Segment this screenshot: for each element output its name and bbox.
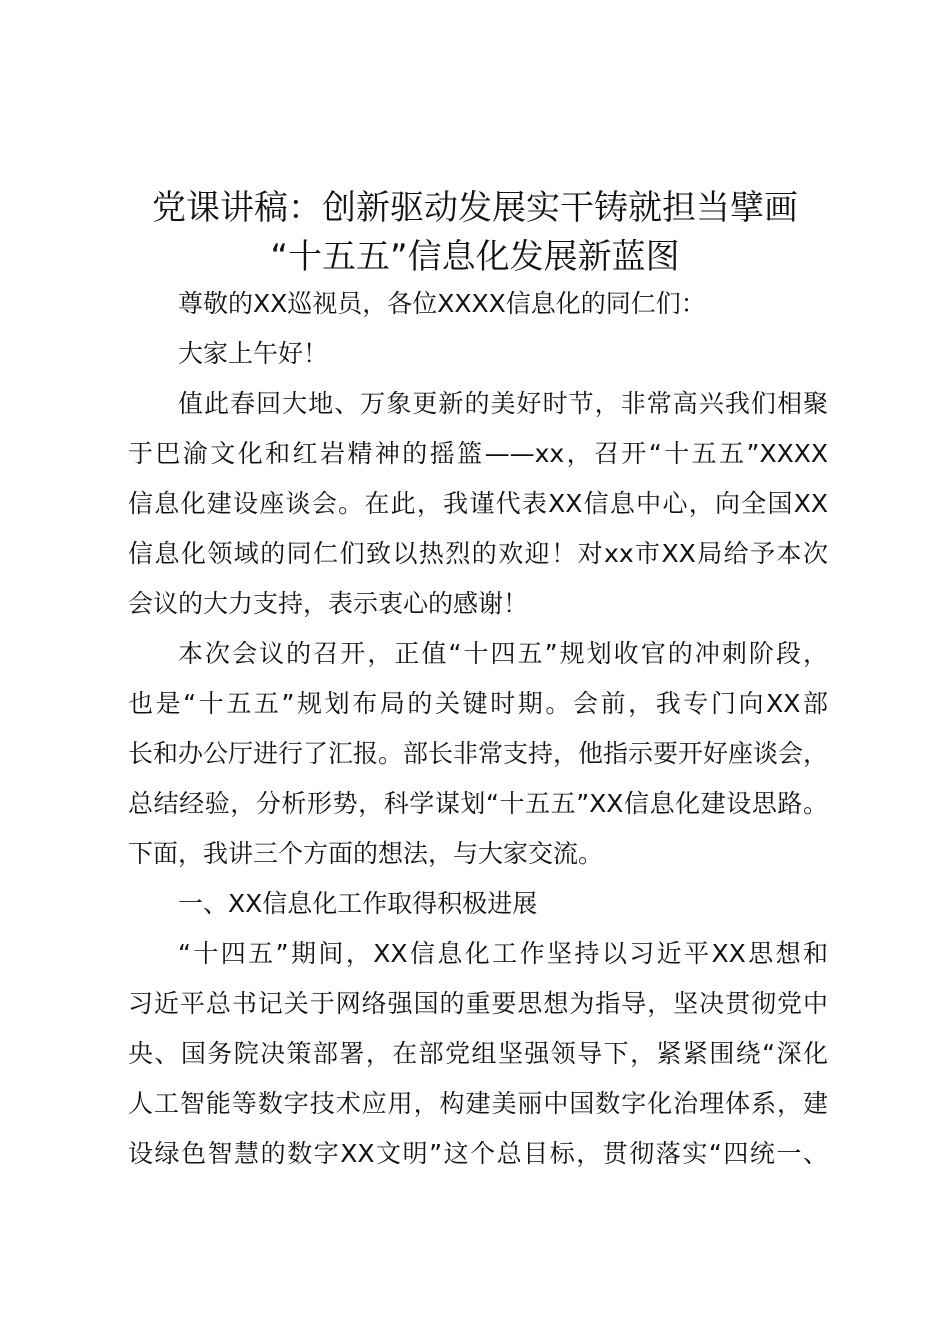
- paragraph-line: 总结经验，分析形势，科学谋划“十五五”XX信息化建设思路。: [128, 789, 828, 818]
- paragraph-line: 会议的大力支持，表示衷心的感谢！: [128, 589, 529, 618]
- paragraph-line: 信息化建设座谈会。在此，我谨代表XX信息中心，向全国XX: [128, 489, 828, 518]
- paragraph-line: 习近平总书记关于网络强国的重要思想为指导，坚决贯彻党中: [128, 989, 828, 1018]
- paragraph-line: 也是“十五五”规划布局的关键时期。会前，我专门向XX部: [128, 689, 828, 718]
- paragraph-line: 设绿色智慧的数字XX文明”这个总目标，贯彻落实“四统一、: [128, 1139, 828, 1168]
- section-heading: 一、XX信息化工作取得积极进展: [178, 889, 538, 918]
- paragraph-line: “十四五”期间，XX信息化工作坚持以习近平XX思想和: [178, 939, 828, 968]
- paragraph-line: 长和办公厅进行了汇报。部长非常支持，他指示要开好座谈会，: [128, 739, 829, 768]
- paragraph-line: 值此春回大地、万象更新的美好时节，非常高兴我们相聚: [178, 389, 828, 418]
- paragraph-line: 于巴渝文化和红岩精神的摇篮——xx，召开“十五五”XXXX: [128, 439, 828, 468]
- greeting: 大家上午好！: [178, 339, 329, 368]
- document-title-line-1: 党课讲稿：创新驱动发展实干铸就担当擘画: [152, 188, 798, 228]
- salutation: 尊敬的XX巡视员，各位XXXX信息化的同仁们：: [178, 289, 706, 318]
- paragraph-line: 信息化领域的同仁们致以热烈的欢迎！对xx市XX局给予本次: [128, 539, 828, 568]
- paragraph-line: 本次会议的召开，正值“十四五”规划收官的冲刺阶段，: [178, 639, 828, 668]
- paragraph-line: 央、国务院决策部署，在部党组坚强领导下，紧紧围绕“深化: [128, 1039, 828, 1068]
- paragraph-line: 下面，我讲三个方面的想法，与大家交流。: [128, 839, 604, 868]
- paragraph-line: 人工智能等数字技术应用，构建美丽中国数字化治理体系，建: [128, 1089, 828, 1118]
- document-title-line-2: “十五五”信息化发展新蓝图: [270, 237, 680, 277]
